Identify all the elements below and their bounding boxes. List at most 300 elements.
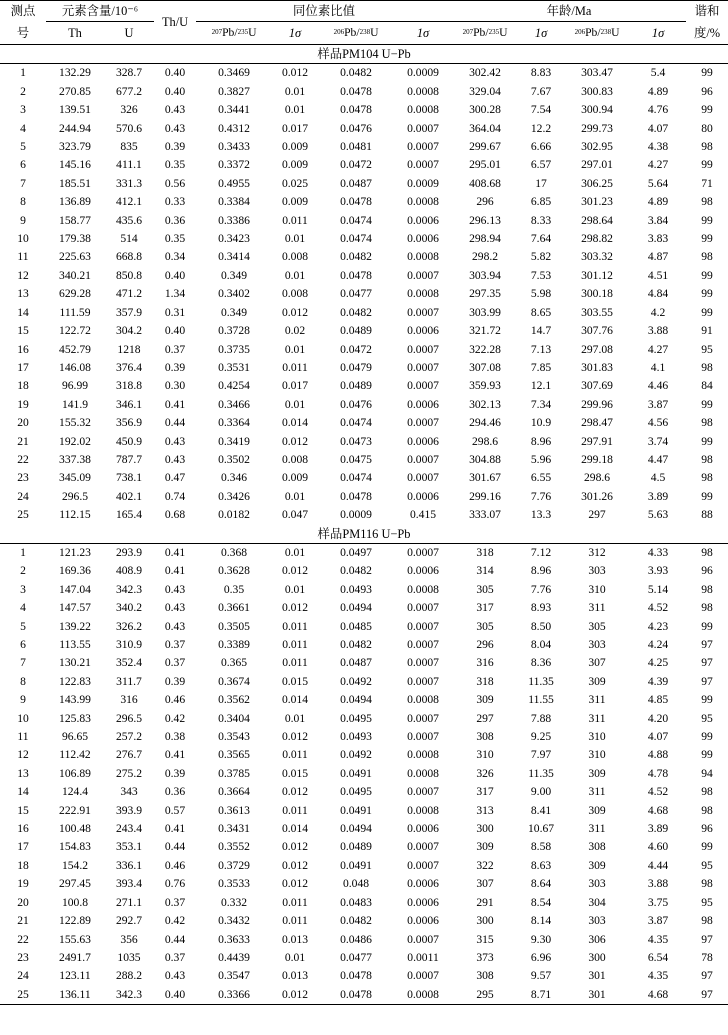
cell-u: 257.2 xyxy=(115,730,143,744)
cell-thu: 0.40 xyxy=(154,986,196,1005)
cell-ratio-206-238: 0.0476 xyxy=(340,121,372,135)
cell-th: 96.65 xyxy=(61,730,89,744)
cell-age-206-238-sigma: 3.83 xyxy=(647,232,669,246)
cell-thu: 0.74 xyxy=(164,489,186,503)
table-row xyxy=(0,838,728,856)
cell-ratio-206-238: 0.0495 xyxy=(340,711,372,725)
header-th: Th xyxy=(68,25,82,40)
cell-concordance: 99 xyxy=(701,232,713,246)
cell-ratio-206-238-sigma: 0.0007 xyxy=(407,674,439,688)
cell-ratio-207-235-sigma: 0.008 xyxy=(281,287,309,301)
cell-age-207-235: 303.94 xyxy=(469,268,501,282)
cell-age-207-235-sigma: 8.93 xyxy=(530,601,552,615)
cell-u: 340.2 xyxy=(115,601,143,615)
cell-ratio-206-238-sigma: 0.0007 xyxy=(407,711,439,725)
cell-thu: 0.41 xyxy=(164,397,186,411)
cell-age-207-235-sigma: 10.9 xyxy=(530,416,552,430)
cell-age-206-238: 312 xyxy=(588,545,606,559)
cell-age-206-238: 307.69 xyxy=(581,379,613,393)
cell-ratio-207-235-sigma: 0.014 xyxy=(281,416,309,430)
cell-point: 14 xyxy=(17,305,29,319)
cell-age-207-235: 359.93 xyxy=(469,379,501,393)
cell-ratio-206-238: 0.0485 xyxy=(340,619,372,633)
cell-ratio-207-235: 0.3728 xyxy=(218,324,250,338)
cell-point: 11 xyxy=(17,730,29,744)
cell-ratio-207-235-sigma: 0.012 xyxy=(281,858,309,872)
cell-u: 668.8 xyxy=(115,250,143,264)
cell-thu: 0.76 xyxy=(164,877,186,891)
table-row xyxy=(0,931,728,949)
cell-thu: 0.40 xyxy=(164,324,186,338)
table-row xyxy=(0,304,728,322)
cell-th: 112.15 xyxy=(59,508,91,522)
cell-concordance: 99 xyxy=(701,268,713,282)
cell-concordance: 99 xyxy=(701,489,713,503)
cell-ratio-207-235: 0.3531 xyxy=(218,360,250,374)
cell-age-206-238-sigma: 4.85 xyxy=(647,693,669,707)
table-row xyxy=(0,654,728,672)
cell-age-207-235: 296.13 xyxy=(469,213,501,227)
cell-age-206-238: 310 xyxy=(588,730,606,744)
cell-thu: 0.42 xyxy=(164,711,186,725)
table-row xyxy=(0,543,728,562)
cell-th: 147.57 xyxy=(59,601,91,615)
cell-age-207-235-sigma: 14.7 xyxy=(530,324,552,338)
cell-u: 356 xyxy=(120,932,138,946)
cell-age-207-235: 296 xyxy=(476,638,494,651)
cell-age-206-238: 301.12 xyxy=(581,268,613,282)
cell-point: 19 xyxy=(17,877,29,891)
cell-ratio-206-238: 0.0481 xyxy=(340,140,372,154)
cell-age-206-238-sigma: 3.75 xyxy=(647,895,669,909)
cell-u: 411.1 xyxy=(116,158,142,172)
cell-concordance: 98 xyxy=(701,785,713,799)
cell-ratio-207-235: 0.3785 xyxy=(218,766,250,780)
table-row xyxy=(0,765,728,783)
cell-ratio-206-238-sigma: 0.0006 xyxy=(407,822,439,836)
cell-point: 7 xyxy=(20,176,26,190)
cell-ratio-207-235-sigma: 0.009 xyxy=(281,195,309,209)
cell-thu: 0.39 xyxy=(164,674,186,688)
cell-ratio-207-235: 0.4312 xyxy=(218,121,250,135)
cell-th: 143.99 xyxy=(59,693,91,707)
cell-age-207-235: 291 xyxy=(476,895,494,909)
cell-age-207-235-sigma: 17 xyxy=(535,176,547,190)
cell-age-207-235: 298.94 xyxy=(469,232,501,246)
cell-concordance: 98 xyxy=(701,601,713,615)
cell-ratio-206-238: 0.0478 xyxy=(340,84,372,98)
cell-thu: 0.43 xyxy=(164,434,186,448)
cell-age-207-235: 297 xyxy=(476,711,494,725)
cell-ratio-206-238: 0.0492 xyxy=(340,748,372,762)
cell-age-207-235: 313 xyxy=(476,803,494,817)
cell-ratio-207-235-sigma: 0.008 xyxy=(281,250,309,264)
cell-age-207-235-sigma: 7.12 xyxy=(530,545,552,559)
cell-th: 139.51 xyxy=(59,103,91,117)
table-row xyxy=(0,488,728,506)
table-row xyxy=(0,967,728,985)
cell-point: 23 xyxy=(17,471,29,485)
cell-u: 450.9 xyxy=(115,434,143,448)
cell-age-207-235-sigma: 12.1 xyxy=(530,379,552,393)
cell-point: 1 xyxy=(20,545,26,559)
cell-ratio-206-238: 0.0492 xyxy=(340,674,372,688)
cell-th: 100.8 xyxy=(61,895,89,909)
cell-ratio-206-238-sigma: 0.0007 xyxy=(407,619,439,633)
cell-ratio-207-235-sigma: 0.011 xyxy=(282,213,308,227)
cell-age-207-235: 315 xyxy=(476,932,494,946)
cell-th: 123.11 xyxy=(59,969,91,983)
cell-ratio-206-238-sigma: 0.0006 xyxy=(407,564,439,578)
cell-concordance: 97 xyxy=(701,638,713,651)
cell-concordance: 97 xyxy=(701,969,713,983)
cell-concordance: 71 xyxy=(701,176,713,190)
cell-age-207-235: 299.67 xyxy=(469,140,501,154)
sample-title: 样品PM116 U−Pb xyxy=(0,525,728,544)
table-row xyxy=(0,562,728,580)
cell-u: 787.7 xyxy=(115,452,143,466)
header-point-top: 测点 xyxy=(0,1,46,22)
cell-u: 514 xyxy=(120,232,138,246)
cell-ratio-206-238: 0.0494 xyxy=(340,601,372,615)
table-row xyxy=(0,359,728,377)
cell-ratio-206-238: 0.0495 xyxy=(340,785,372,799)
cell-thu: 0.36 xyxy=(164,213,186,227)
cell-point: 16 xyxy=(17,342,29,356)
cell-ratio-207-235-sigma: 0.012 xyxy=(272,986,318,1005)
cell-concordance: 99 xyxy=(701,397,713,411)
cell-ratio-206-238: 0.0487 xyxy=(340,176,372,190)
cell-u: 412.1 xyxy=(115,195,143,209)
cell-ratio-206-238-sigma: 0.0007 xyxy=(407,158,439,172)
cell-ratio-206-238-sigma: 0.0008 xyxy=(407,84,439,98)
cell-ratio-207-235-sigma: 0.017 xyxy=(281,121,309,135)
cell-point: 10 xyxy=(17,232,29,246)
cell-th: 185.51 xyxy=(59,176,91,190)
cell-ratio-206-238: 0.0474 xyxy=(340,471,372,485)
table-row xyxy=(0,894,728,912)
cell-age-206-238-sigma: 4.27 xyxy=(647,158,669,172)
cell-thu: 0.43 xyxy=(164,452,186,466)
cell-ratio-206-238: 0.0482 xyxy=(340,250,372,264)
cell-age-207-235: 305 xyxy=(476,619,494,633)
table-row xyxy=(0,673,728,691)
cell-concordance: 99 xyxy=(701,305,713,319)
cell-ratio-207-235: 0.3547 xyxy=(218,969,250,983)
cell-point: 5 xyxy=(20,140,26,154)
cell-th: 122.83 xyxy=(59,674,91,688)
cell-ratio-206-238: 0.0472 xyxy=(340,342,372,356)
cell-ratio-206-238-sigma: 0.0007 xyxy=(407,656,439,670)
cell-u: 326 xyxy=(120,103,138,117)
cell-age-207-235-sigma: 8.04 xyxy=(530,638,552,651)
cell-point: 21 xyxy=(17,434,29,448)
cell-ratio-207-235-sigma: 0.01 xyxy=(284,342,306,356)
cell-ratio-206-238-sigma: 0.0009 xyxy=(407,66,439,80)
cell-ratio-207-235: 0.3384 xyxy=(218,195,250,209)
cell-u: 276.7 xyxy=(115,748,143,762)
cell-ratio-207-235: 0.3414 xyxy=(218,250,250,264)
cell-age-207-235-sigma: 6.55 xyxy=(530,471,552,485)
cell-age-206-238-sigma: 4.35 xyxy=(647,969,669,983)
cell-ratio-207-235: 0.35 xyxy=(223,582,245,596)
cell-thu: 0.46 xyxy=(164,858,186,872)
cell-thu: 0.46 xyxy=(164,693,186,707)
table-row xyxy=(0,341,728,359)
cell-age-206-238: 306 xyxy=(588,932,606,946)
cell-u: 326.2 xyxy=(115,619,143,633)
cell-ratio-207-235-sigma: 0.01 xyxy=(284,950,306,964)
cell-thu: 0.37 xyxy=(164,895,186,909)
cell-ratio-206-238-sigma: 0.0007 xyxy=(407,268,439,282)
cell-age-206-238: 307 xyxy=(588,656,606,670)
cell-ratio-206-238: 0.0479 xyxy=(340,360,372,374)
cell-concordance: 96 xyxy=(701,822,713,836)
table-row xyxy=(0,451,728,469)
cell-ratio-207-235: 0.3562 xyxy=(218,693,250,707)
cell-age-206-238-sigma: 5.14 xyxy=(647,582,669,596)
cell-ratio-207-235-sigma: 0.012 xyxy=(281,730,309,744)
cell-ratio-207-235-sigma: 0.02 xyxy=(284,324,306,338)
cell-u: 316 xyxy=(120,693,138,707)
table-row xyxy=(0,469,728,487)
cell-concordance: 99 xyxy=(701,158,713,172)
cell-age-206-238-sigma: 4.07 xyxy=(647,730,669,744)
cell-age-207-235: 295 xyxy=(452,986,518,1005)
cell-age-207-235-sigma: 11.35 xyxy=(528,674,554,688)
cell-th: 629.28 xyxy=(59,287,91,301)
cell-age-206-238-sigma: 4.2 xyxy=(650,305,666,319)
cell-th: 124.4 xyxy=(61,785,89,799)
table-row xyxy=(0,175,728,193)
cell-ratio-206-238-sigma: 0.0008 xyxy=(407,250,439,264)
cell-ratio-207-235: 0.3404 xyxy=(218,711,250,725)
cell-u: 353.1 xyxy=(115,840,143,854)
header-age-206-238: $^{206}$Pb/$^{238}$U xyxy=(574,25,620,39)
cell-age-206-238-sigma: 4.68 xyxy=(647,803,669,817)
cell-ratio-206-238: 0.0472 xyxy=(340,158,372,172)
cell-th: 146.08 xyxy=(59,360,91,374)
cell-ratio-206-238: 0.0494 xyxy=(340,693,372,707)
cell-u: 677.2 xyxy=(115,84,143,98)
cell-ratio-207-235-sigma: 0.012 xyxy=(281,785,309,799)
header-elements-group: 元素含量/10⁻⁶ xyxy=(46,1,154,22)
cell-ratio-206-238-sigma: 0.0008 xyxy=(407,803,439,817)
cell-ratio-206-238-sigma: 0.0007 xyxy=(407,785,439,799)
table-row xyxy=(0,267,728,285)
cell-th: 270.85 xyxy=(59,84,91,98)
cell-u: 408.9 xyxy=(115,564,143,578)
cell-ratio-206-238: 0.0489 xyxy=(340,324,372,338)
cell-point: 2 xyxy=(20,564,26,578)
cell-ratio-206-238-sigma: 0.0008 xyxy=(407,103,439,117)
cell-age-207-235: 307.08 xyxy=(469,360,501,374)
cell-ratio-206-238-sigma: 0.0006 xyxy=(407,895,439,909)
cell-age-207-235: 295.01 xyxy=(469,158,501,172)
cell-point: 24 xyxy=(17,489,29,503)
cell-thu: 0.57 xyxy=(164,803,186,817)
cell-age-207-235: 298.6 xyxy=(471,434,499,448)
cell-age-207-235-sigma: 7.67 xyxy=(530,84,552,98)
cell-thu: 0.41 xyxy=(164,748,186,762)
cell-u: 331.3 xyxy=(115,176,143,190)
cell-age-206-238-sigma: 5.64 xyxy=(647,176,669,190)
cell-concordance: 97 xyxy=(701,656,713,670)
cell-u: 850.8 xyxy=(115,268,143,282)
sample-section-row xyxy=(0,525,728,544)
cell-thu: 0.43 xyxy=(164,121,186,135)
cell-age-207-235-sigma: 7.76 xyxy=(530,489,552,503)
cell-ratio-206-238: 0.0493 xyxy=(340,730,372,744)
cell-ratio-206-238-sigma: 0.0006 xyxy=(407,232,439,246)
cell-concordance: 99 xyxy=(701,619,713,633)
cell-point: 25 xyxy=(17,508,29,522)
cell-age-206-238: 298.6 xyxy=(583,471,611,485)
cell-u: 738.1 xyxy=(115,471,143,485)
cell-ratio-207-235: 0.4439 xyxy=(218,950,250,964)
cell-age-207-235: 317 xyxy=(476,785,494,799)
cell-ratio-207-235-sigma: 0.01 xyxy=(284,489,306,503)
cell-ratio-207-235: 0.3613 xyxy=(218,803,250,817)
cell-concordance: 97 xyxy=(686,986,728,1005)
cell-ratio-206-238-sigma: 0.0006 xyxy=(407,489,439,503)
cell-th: 225.63 xyxy=(59,250,91,264)
cell-ratio-207-235: 0.346 xyxy=(220,471,248,485)
cell-concordance: 98 xyxy=(701,582,713,596)
cell-ratio-207-235-sigma: 0.01 xyxy=(284,232,306,246)
cell-ratio-206-238: 0.0482 xyxy=(340,66,372,80)
cell-ratio-206-238-sigma: 0.0008 xyxy=(407,287,439,301)
cell-age-206-238-sigma: 4.1 xyxy=(650,360,666,374)
cell-ratio-206-238-sigma: 0.0008 xyxy=(407,766,439,780)
cell-th: 121.23 xyxy=(59,545,91,559)
cell-ratio-207-235-sigma: 0.012 xyxy=(281,840,309,854)
cell-point: 10 xyxy=(17,711,29,725)
cell-concordance: 98 xyxy=(701,471,713,485)
cell-thu: 0.40 xyxy=(164,268,186,282)
cell-thu: 0.43 xyxy=(164,582,186,596)
cell-point: 9 xyxy=(20,693,26,707)
cell-age-206-238: 297 xyxy=(588,508,606,522)
header-sigma-2: 1σ xyxy=(416,25,430,40)
cell-age-206-238-sigma: 3.89 xyxy=(647,489,669,503)
cell-ratio-206-238: 0.0478 xyxy=(318,986,394,1005)
cell-th: 111.59 xyxy=(59,305,91,319)
cell-age-206-238-sigma: 4.84 xyxy=(647,287,669,301)
cell-thu: 0.30 xyxy=(164,379,186,393)
cell-concordance: 91 xyxy=(701,324,713,338)
cell-ratio-206-238: 0.0482 xyxy=(340,638,372,651)
cell-ratio-206-238-sigma: 0.0007 xyxy=(407,140,439,154)
cell-age-206-238: 311 xyxy=(588,785,606,799)
cell-ratio-206-238-sigma: 0.0006 xyxy=(407,877,439,891)
cell-ratio-206-238: 0.0489 xyxy=(340,379,372,393)
cell-age-207-235: 326 xyxy=(476,766,494,780)
cell-age-207-235: 305 xyxy=(476,582,494,596)
cell-point: 6 xyxy=(20,638,26,651)
cell-point: 12 xyxy=(17,268,29,282)
cell-thu: 0.39 xyxy=(164,766,186,780)
cell-age-207-235: 364.04 xyxy=(469,121,501,135)
cell-ratio-206-238-sigma: 0.0007 xyxy=(407,342,439,356)
cell-point: 9 xyxy=(20,213,26,227)
table-row xyxy=(0,949,728,967)
cell-age-207-235-sigma: 8.96 xyxy=(530,564,552,578)
cell-ratio-207-235: 0.0182 xyxy=(218,508,250,522)
cell-point: 16 xyxy=(17,822,29,836)
cell-thu: 0.35 xyxy=(164,232,186,246)
cell-concordance: 95 xyxy=(701,895,713,909)
cell-ratio-207-235-sigma: 0.013 xyxy=(281,932,309,946)
cell-ratio-207-235-sigma: 0.012 xyxy=(281,601,309,615)
table-row xyxy=(0,581,728,599)
cell-th: 452.79 xyxy=(59,342,91,356)
cell-ratio-206-238: 0.0482 xyxy=(340,914,372,928)
header-concordance-bottom: 度/% xyxy=(693,25,721,40)
table-row xyxy=(0,83,728,101)
cell-ratio-207-235-sigma: 0.014 xyxy=(281,693,309,707)
cell-ratio-206-238-sigma: 0.0007 xyxy=(407,379,439,393)
cell-age-206-238: 309 xyxy=(588,674,606,688)
cell-age-206-238: 303 xyxy=(588,638,606,651)
cell-age-206-238-sigma: 4.27 xyxy=(647,342,669,356)
cell-thu: 0.37 xyxy=(164,342,186,356)
table-row xyxy=(0,783,728,801)
cell-ratio-206-238-sigma: 0.0007 xyxy=(407,305,439,319)
cell-age-207-235-sigma: 9.00 xyxy=(530,785,552,799)
cell-ratio-207-235-sigma: 0.01 xyxy=(284,582,306,596)
cell-point: 1 xyxy=(20,66,26,80)
cell-age-206-238: 303.32 xyxy=(581,250,613,264)
table-row xyxy=(0,636,728,654)
cell-age-207-235-sigma: 11.55 xyxy=(528,693,554,707)
cell-ratio-206-238: 0.0483 xyxy=(340,895,372,909)
cell-u: 376.4 xyxy=(115,360,143,374)
cell-age-206-238: 309 xyxy=(588,858,606,872)
cell-age-207-235: 317 xyxy=(476,601,494,615)
cell-age-206-238: 298.82 xyxy=(581,232,613,246)
cell-age-206-238: 299.96 xyxy=(581,397,613,411)
cell-th: 96.99 xyxy=(61,379,89,393)
cell-u: 357.9 xyxy=(115,305,143,319)
cell-th: 112.42 xyxy=(59,748,91,762)
cell-age-207-235: 314 xyxy=(476,564,494,578)
cell-u: 293.9 xyxy=(115,545,143,559)
cell-age-207-235: 321.72 xyxy=(469,324,501,338)
cell-ratio-207-235: 0.3431 xyxy=(218,822,250,836)
cell-point: 8 xyxy=(20,674,26,688)
cell-age-206-238: 300.94 xyxy=(581,103,613,117)
table-row xyxy=(0,414,728,432)
cell-thu: 0.34 xyxy=(164,250,186,264)
cell-ratio-207-235: 0.3628 xyxy=(218,564,250,578)
table-row xyxy=(0,728,728,746)
cell-ratio-206-238: 0.0478 xyxy=(340,489,372,503)
cell-ratio-206-238-sigma: 0.0008 xyxy=(394,986,452,1005)
cell-ratio-207-235-sigma: 0.011 xyxy=(282,895,308,909)
cell-age-206-238-sigma: 4.88 xyxy=(647,748,669,762)
cell-age-206-238-sigma: 3.93 xyxy=(647,564,669,578)
cell-concordance: 98 xyxy=(701,416,713,430)
table-row xyxy=(0,285,728,303)
cell-concordance: 95 xyxy=(701,342,713,356)
cell-point: 22 xyxy=(17,932,29,946)
cell-thu: 0.43 xyxy=(164,103,186,117)
cell-thu: 0.44 xyxy=(164,932,186,946)
cell-age-207-235: 309 xyxy=(476,840,494,854)
cell-ratio-207-235: 0.3426 xyxy=(218,489,250,503)
cell-age-206-238: 298.64 xyxy=(581,213,613,227)
